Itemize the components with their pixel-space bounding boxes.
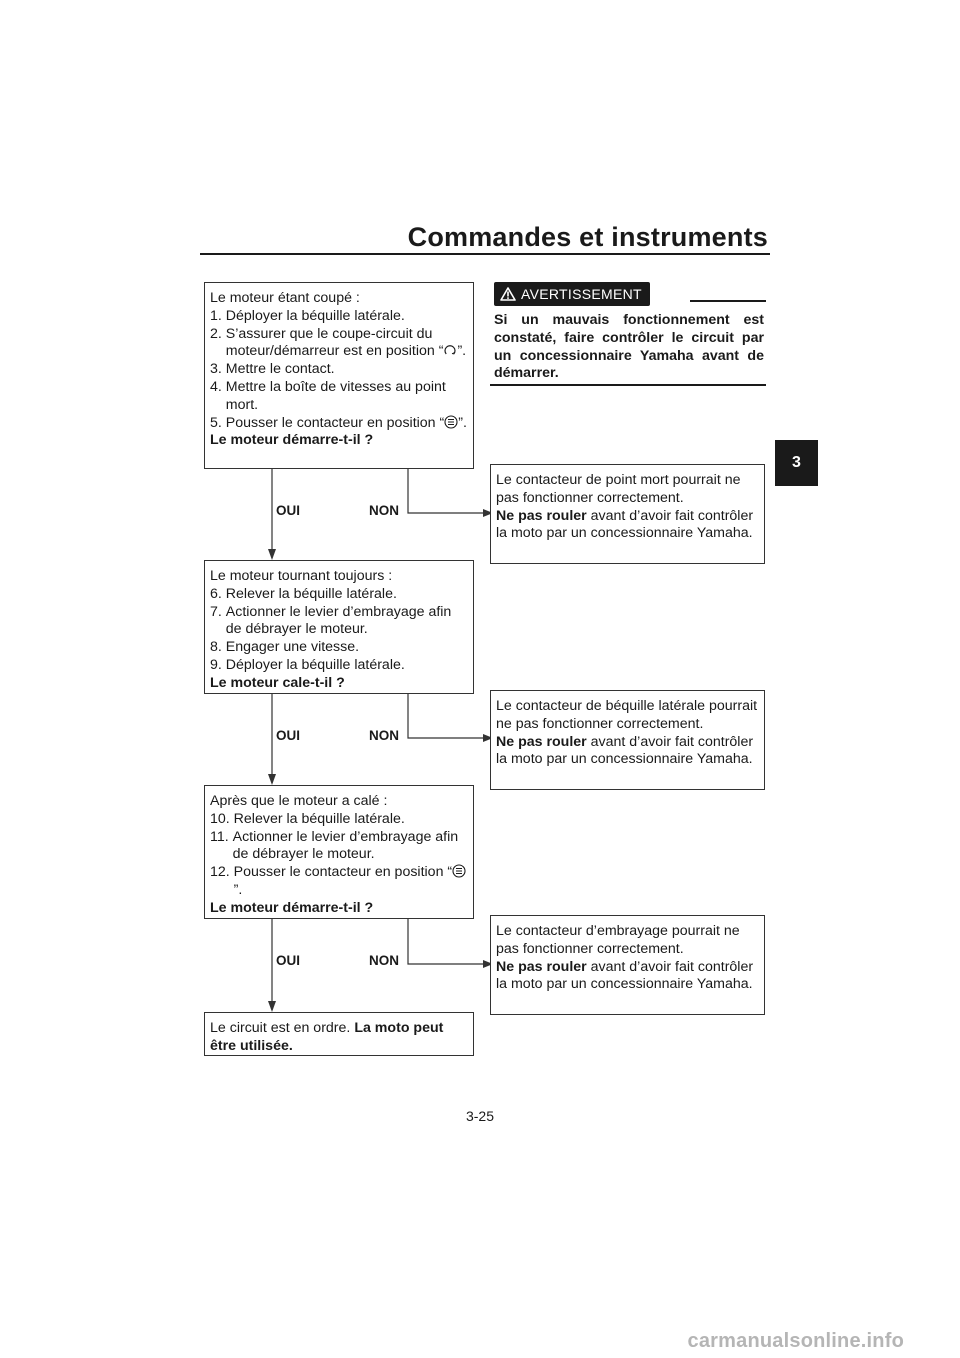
step2-question: Le moteur cale-t-il ? [210,674,345,691]
fault-box-1: Le contacteur de point mort pourrait ne pas fonctionner correctement. Ne pas rouler avant d’avoir fait contrôler la moto par un concessionnaire Yamaha. [490,464,765,564]
list-item: 12. Pousser le contacteur en position “”. [210,864,468,900]
watermark: carmanualsonline.info [687,1330,904,1352]
branch-yes-1: OUI [276,503,301,518]
list-item: 11. Actionner le levier d’embrayage afin de débrayer le moteur. [210,828,459,863]
branch-yes-3: OUI [276,953,301,968]
fault2-warning: Ne pas rouler [496,733,587,750]
arrowhead-oui-1 [268,549,276,560]
engine-run-icon [443,343,457,357]
page-title: Commandes et instruments [407,222,768,252]
list-item: 5. Pousser le contacteur en position “ ”. [210,414,467,431]
warning-badge-label: AVERTISSEMENT [521,286,642,302]
fault-box-2: Le contacteur de béquille latérale pourrait ne pas fonctionner correctement. Ne pas rouler avant d’avoir fait contrôler la moto par un concessionnaire Yamaha. [490,690,765,790]
list-item: 3. Mettre le contact. [210,361,335,378]
start-switch-icon [444,415,458,429]
list-item: 8. Engager une vitesse. [210,639,360,656]
fault1-warning: Ne pas rouler [496,507,587,524]
list-item: 2. S’assurer que le coupe-circuit du moteur/démarreur est en position “ ”. [210,325,467,360]
list-item: 6. Relever la béquille latérale. [210,585,397,602]
final-text: Le circuit est en ordre. [210,1020,355,1036]
arrowhead-oui-3 [268,1001,276,1012]
step1-intro: Le moteur étant coupé : [210,290,360,306]
final-box [204,1012,474,1056]
step-box-1 [204,282,474,469]
warning-text: Si un mauvais fonctionnement est constaté, faire contrôler le circuit par un concessionnaire Yamaha avant de démarrer. [494,312,764,382]
fault-box-3: Le contacteur d’embrayage pourrait ne pas fonctionner correctement. Ne pas rouler avant d’avoir fait contrôler la moto par un concessionnaire Yamaha. [490,915,765,1015]
final-bold: La moto peut être utilisée. [210,1020,444,1054]
branch-no-1: NON [369,503,399,518]
step-box-2 [204,560,474,694]
start-switch-icon [452,864,466,878]
fault1-text: Le contacteur de point mort pourrait ne pas fonctionner correctement. [496,472,741,506]
connector-non-3 [408,919,490,964]
chapter-tab: 3 [775,440,818,486]
branch-yes-2: OUI [276,728,301,743]
list-item: 1. Déployer la béquille latérale. [210,307,405,324]
fault3-warning: Ne pas rouler [496,958,587,975]
connector-non-2 [408,694,490,738]
step3-question: Le moteur démarre-t-il ? [210,899,374,916]
list-item: 7. Actionner le levier d’embrayage afin de débrayer le moteur. [210,603,452,638]
branch-no-3: NON [369,953,399,968]
list-item: 10. Relever la béquille latérale. [210,810,405,827]
step2-intro: Le moteur tournant toujours : [210,568,393,584]
step-box-3 [204,785,474,919]
arrowhead-oui-2 [268,774,276,785]
step3-intro: Après que le moteur a calé : [210,793,388,809]
fault2-text: Le contacteur de béquille latérale pourrait ne pas fonctionner correctement. [496,698,758,732]
step1-question: Le moteur démarre-t-il ? [210,432,374,449]
branch-no-2: NON [369,728,399,743]
connector-non-1 [408,469,490,513]
page-number: 3-25 [465,1108,495,1124]
fault3-text: Le contacteur d’embrayage pourrait ne pas fonctionner correctement. [496,923,740,957]
list-item: 4. Mettre la boîte de vitesses au point mort. [210,378,446,413]
list-item: 9. Déployer la béquille latérale. [210,656,405,673]
